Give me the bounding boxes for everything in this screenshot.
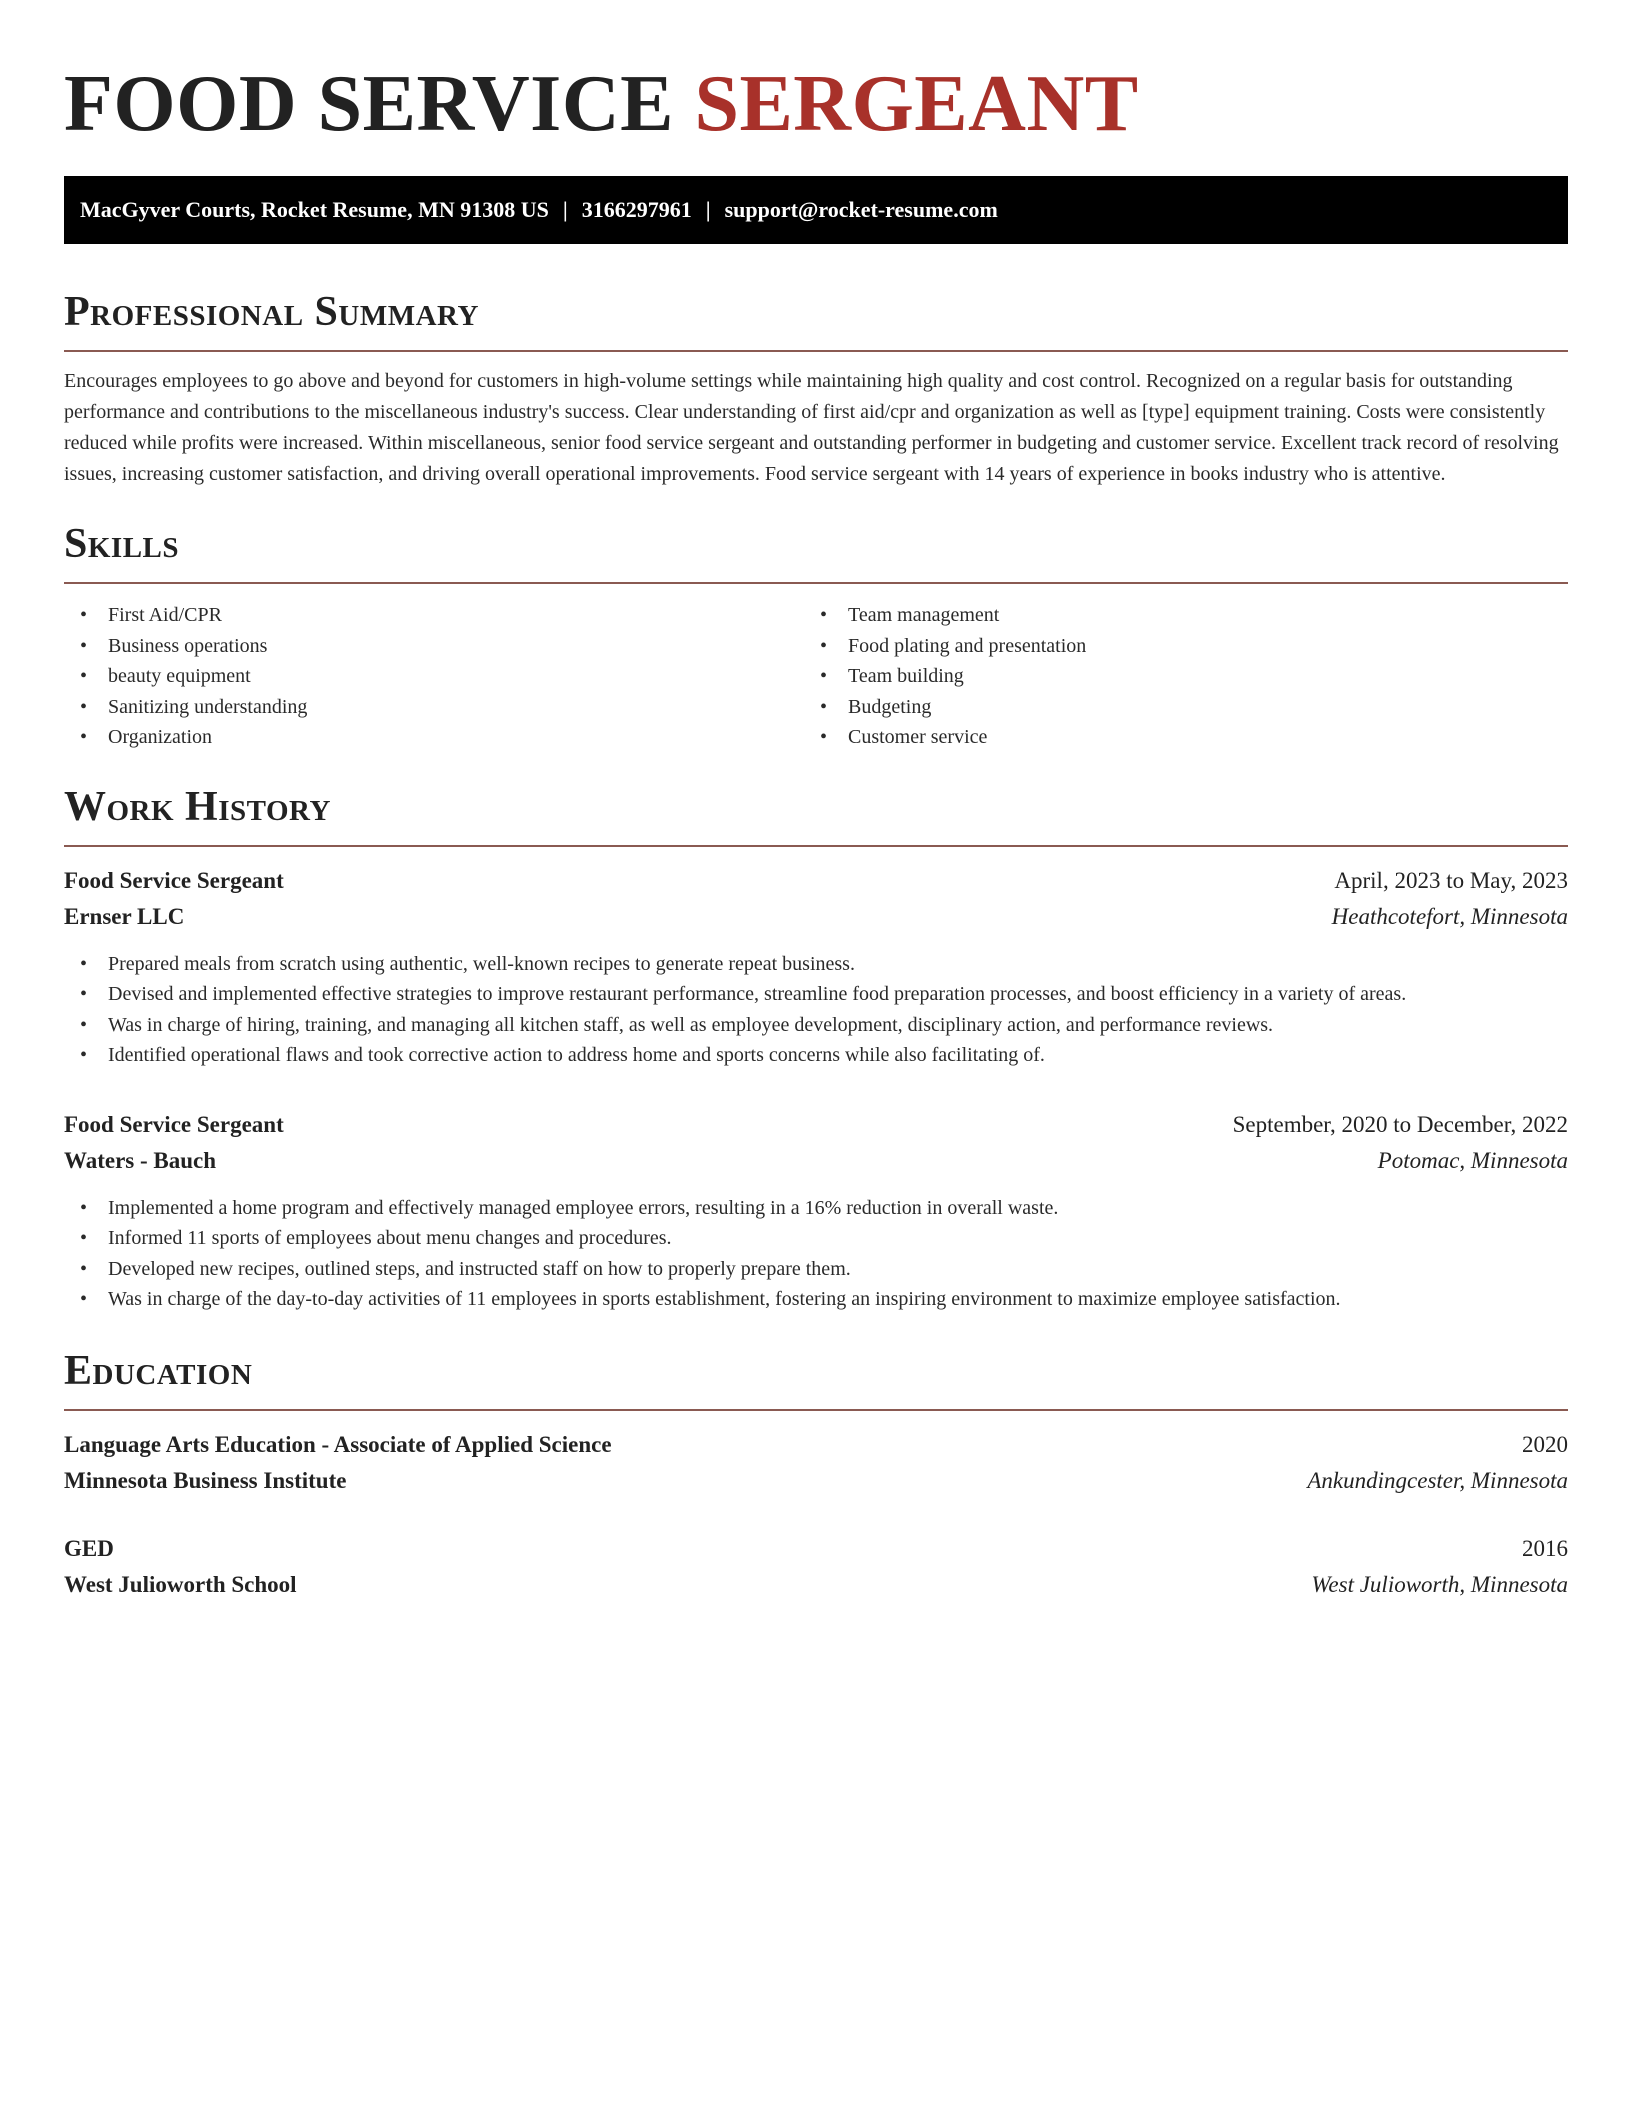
job-company: Waters - Bauch (64, 1147, 217, 1173)
education-degree: Language Arts Education - Associate of Applied Science (64, 1431, 612, 1457)
job-entry (64, 1107, 1568, 1315)
name-first: FOOD SERVICE (64, 60, 674, 148)
skills-section (64, 518, 1568, 753)
skill-item: • Business operations (64, 631, 804, 662)
job-bullet: • Developed new recipes, outlined steps, and instructed staff on how to properly prepare them. (64, 1254, 1568, 1285)
education-school-row (64, 1463, 1568, 1499)
job-dates: September, 2020 to December, 2022 (1232, 1111, 1568, 1137)
skill-item: • Sanitizing understanding (64, 692, 804, 723)
skill-item: • First Aid/CPR (64, 600, 804, 631)
skills-column-right (804, 600, 1544, 753)
job-location: Potomac, Minnesota (1377, 1147, 1568, 1173)
education-header-row (64, 1427, 1568, 1463)
summary-section (64, 286, 1568, 490)
skill-item: • Team management (804, 600, 1544, 631)
skill-item: • Budgeting (804, 692, 1544, 723)
skill-item: • Team building (804, 661, 1544, 692)
job-title: Food Service Sergeant (64, 867, 284, 893)
name-last: SERGEANT (694, 60, 1139, 148)
job-entry (64, 863, 1568, 1071)
job-bullet: • Was in charge of hiring, training, and managing all kitchen staff, as well as employee development, disciplinary action, and performance reviews. (64, 1010, 1568, 1041)
education-entry (64, 1427, 1568, 1499)
job-company-row (64, 899, 1568, 935)
job-company: Ernser LLC (64, 903, 185, 929)
job-bullet: • Devised and implemented effective strategies to improve restaurant performance, streamline food preparation processes, and boost efficiency in a variety of areas. (64, 979, 1568, 1010)
contact-separator: | (562, 197, 568, 222)
section-divider (64, 582, 1568, 584)
contact-separator: | (705, 197, 711, 222)
job-bullet: • Was in charge of the day-to-day activities of 11 employees in sports establishment, fostering an inspiring environment to maximize employee satisfaction. (64, 1284, 1568, 1315)
education-header-row (64, 1531, 1568, 1567)
contact-address: MacGyver Courts, Rocket Resume, MN 91308 US (80, 197, 549, 222)
section-title-skills: Skills (64, 521, 180, 567)
contact-phone[interactable]: 3166297961 (581, 197, 692, 222)
skill-item: • beauty equipment (64, 661, 804, 692)
education-entry (64, 1531, 1568, 1603)
education-year: 2016 (1522, 1535, 1568, 1561)
skill-item: • Organization (64, 722, 804, 753)
skill-item: • Food plating and presentation (804, 631, 1544, 662)
education-school: West Julioworth School (64, 1571, 297, 1597)
education-school: Minnesota Business Institute (64, 1467, 347, 1493)
job-header-row (64, 1107, 1568, 1143)
section-title-work-history: Work History (64, 783, 331, 830)
job-bullet: • Informed 11 sports of employees about menu changes and procedures. (64, 1223, 1568, 1254)
job-header-row (64, 863, 1568, 899)
education-school-row (64, 1567, 1568, 1603)
job-title: Food Service Sergeant (64, 1111, 284, 1137)
education-degree: GED (64, 1535, 114, 1561)
resume-page (64, 56, 1568, 1603)
education-location: West Julioworth, Minnesota (1311, 1571, 1568, 1597)
resume-name (64, 56, 1568, 152)
job-company-row (64, 1143, 1568, 1179)
section-divider (64, 1409, 1568, 1411)
skills-grid (64, 600, 1568, 753)
summary-text: Encourages employees to go above and beyond for customers in high-volume settings while maintaining high quality and cost control. Recognized on a regular basis for outstanding performance and contributions to the miscellaneous industry's success. Clear understanding of first aid/cpr and organization as well as [type] equipment training. Costs were consistently reduced while profits were increased. Within miscellaneous, senior food service sergeant and outstanding performer in budgeting and customer service. Excellent track record of resolving issues, increasing customer satisfaction, and driving overall operational improvements. Food service sergeant with 14 years of experience in books industry who is attentive. (64, 370, 1559, 485)
contact-email[interactable]: support@rocket-resume.com (724, 197, 998, 222)
contact-bar (64, 176, 1568, 244)
job-bullet: • Prepared meals from scratch using authentic, well-known recipes to generate repeat business. (64, 949, 1568, 980)
skill-item: • Customer service (804, 722, 1544, 753)
education-year: 2020 (1522, 1431, 1568, 1457)
section-title-summary: Professional Summary (64, 289, 479, 335)
education-location: Ankundingcester, Minnesota (1307, 1467, 1568, 1493)
job-bullets (64, 949, 1568, 1071)
section-divider (64, 845, 1568, 847)
job-location: Heathcotefort, Minnesota (1331, 903, 1568, 929)
skills-column-left (64, 600, 804, 753)
job-bullets (64, 1193, 1568, 1315)
job-bullet: • Implemented a home program and effectively managed employee errors, resulting in a 16% reduction in overall waste. (64, 1193, 1568, 1224)
section-divider (64, 350, 1568, 352)
work-history-section (64, 781, 1568, 1315)
section-title-education: Education (64, 1347, 253, 1394)
job-dates: April, 2023 to May, 2023 (1334, 867, 1568, 893)
job-bullet: • Identified operational flaws and took corrective action to address home and sports concerns while also facilitating of. (64, 1040, 1568, 1071)
education-section (64, 1345, 1568, 1603)
